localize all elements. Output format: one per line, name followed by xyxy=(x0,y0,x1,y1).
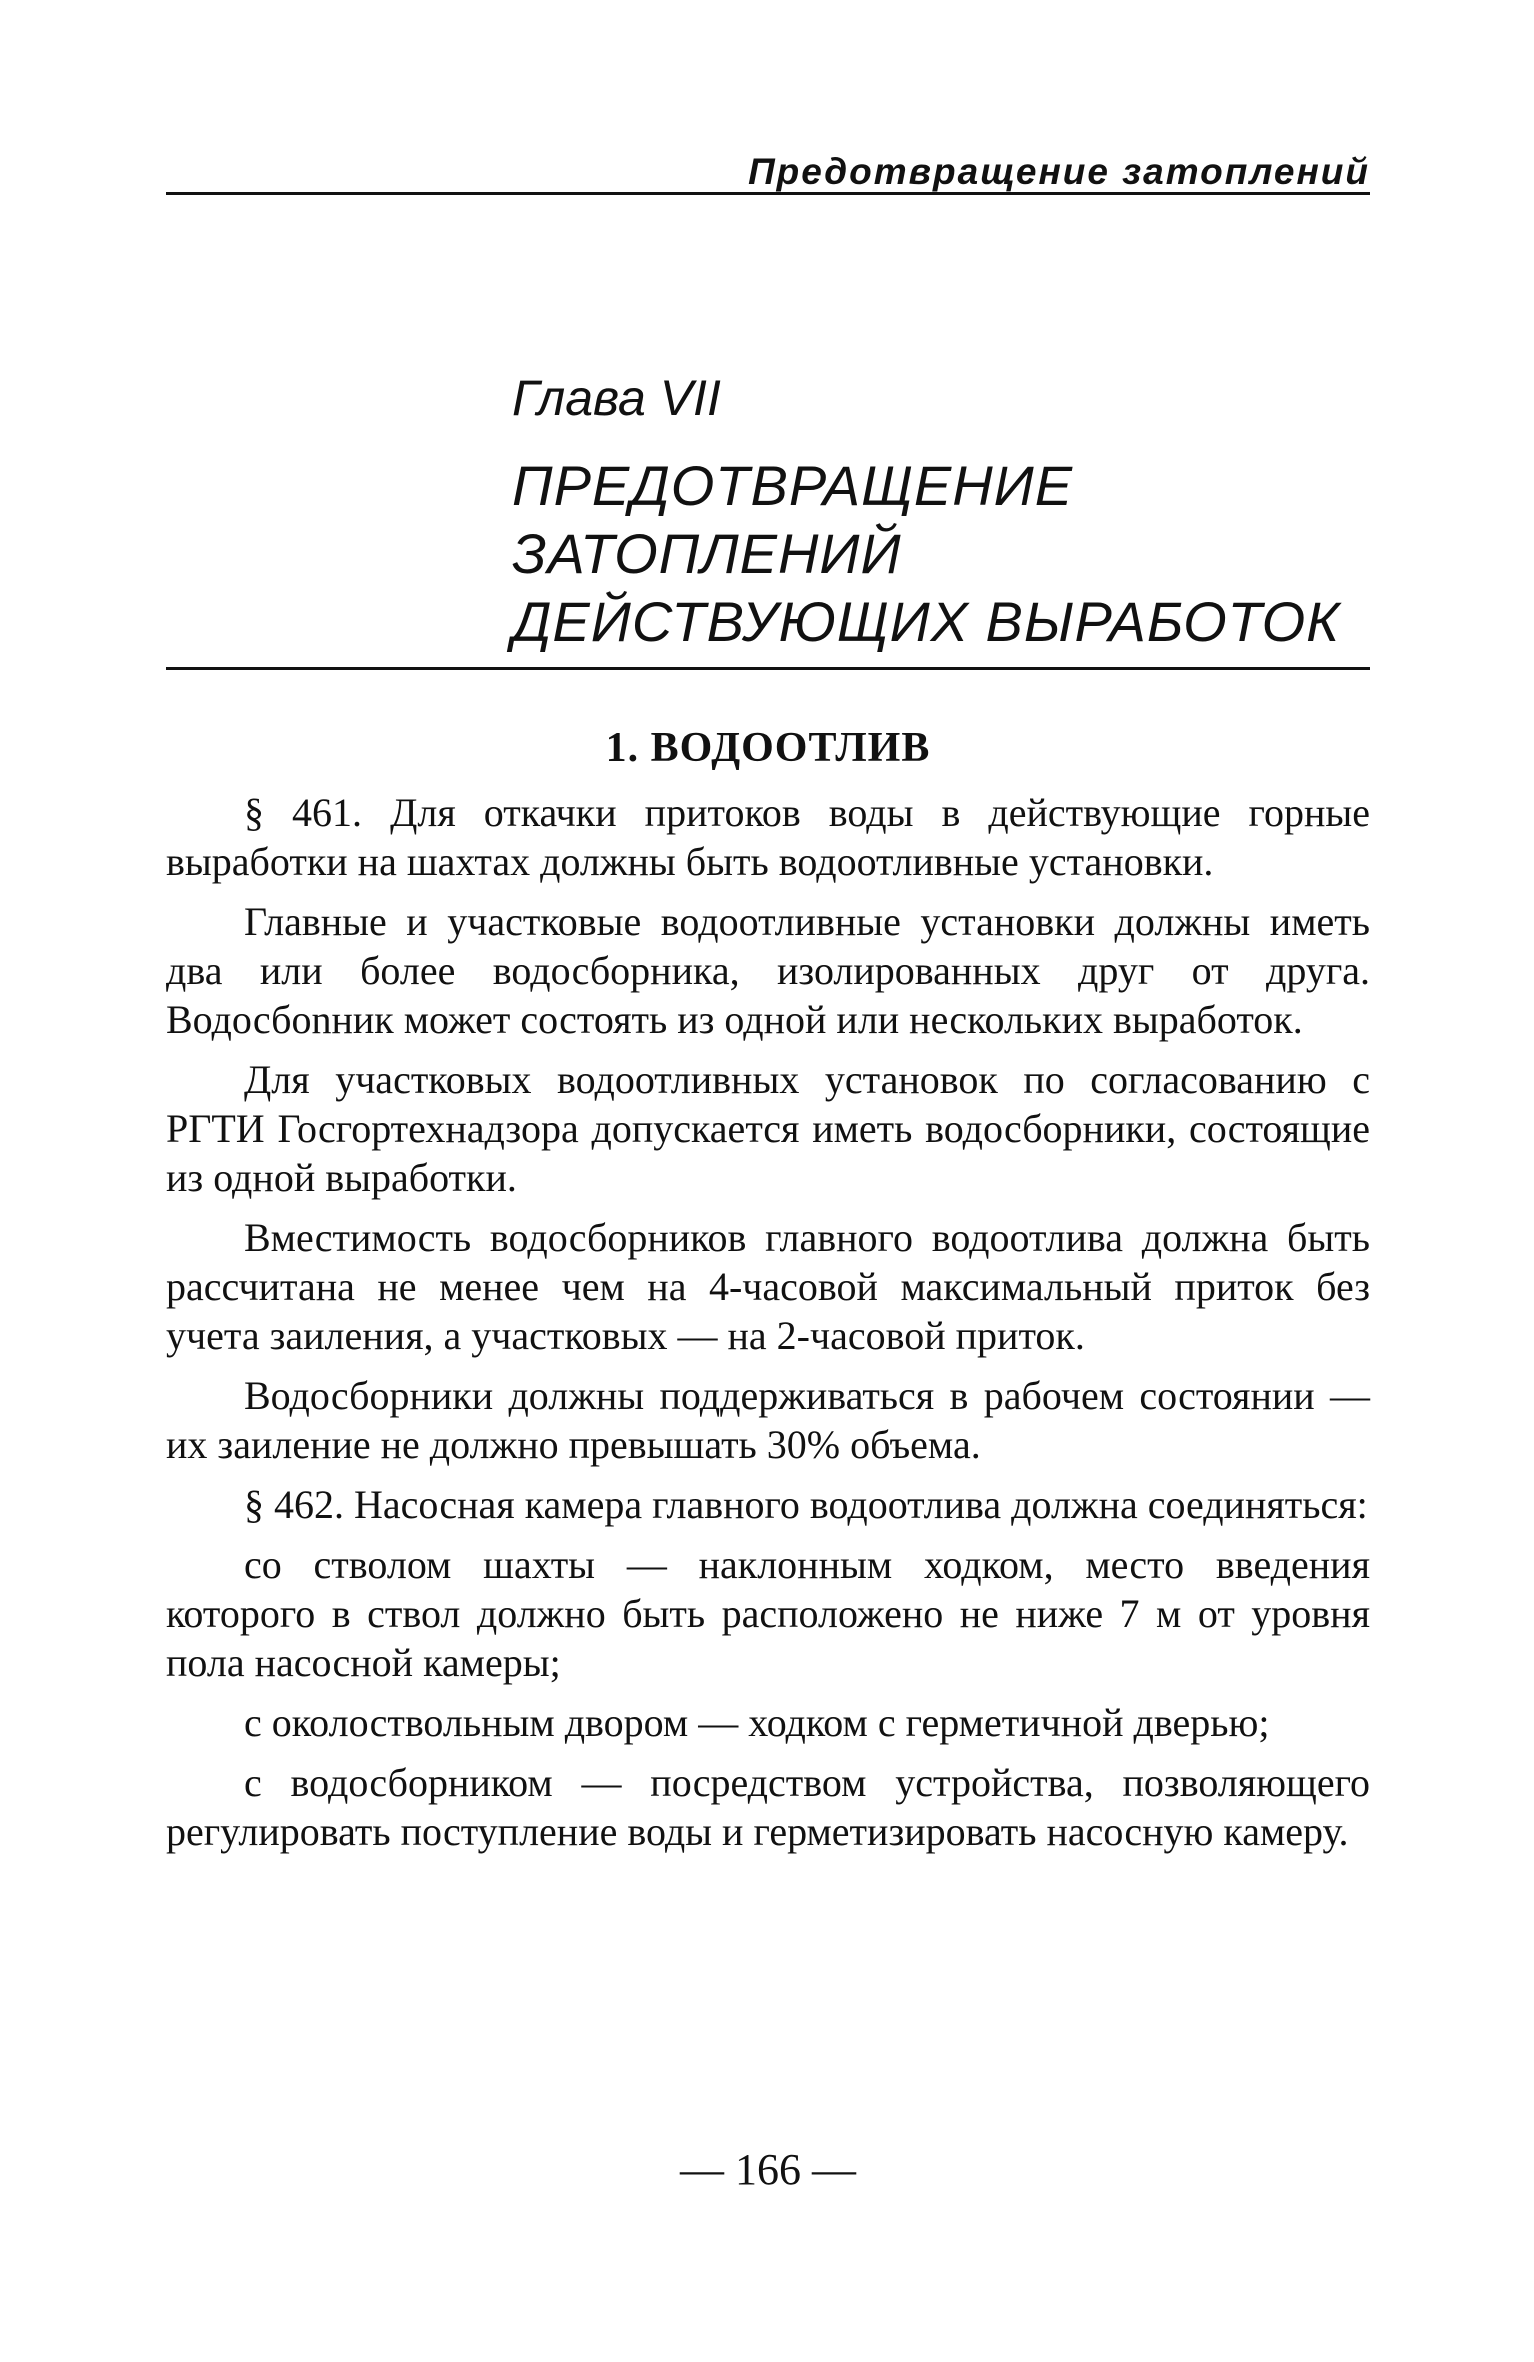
paragraph: с околоствольным двором — ходком с герметичной дверью; xyxy=(244,1700,1270,1745)
chapter-label: Глава VII xyxy=(512,370,721,426)
paragraph: Главные и участковые водоотливные установки должны иметь два или более водосборника, изолированных друг от друга. Водосбоnник может состоять из одной или нескольких выработок. xyxy=(166,899,1370,1042)
chapter-rule xyxy=(166,667,1370,670)
chapter-title-line: ПРЕДОТВРАЩЕНИЕ xyxy=(512,454,1074,517)
section-title: 1. ВОДООТЛИВ xyxy=(605,725,931,771)
chapter-title-line: ЗАТОПЛЕНИЙ xyxy=(512,522,902,585)
chapter-title xyxy=(512,452,1372,656)
header-rule xyxy=(166,192,1370,195)
paragraph: со стволом шахты — наклонным ходком, место введения которого в ствол должно быть расположено не ниже 7 м от уровня пола насосной камеры; xyxy=(166,1542,1370,1685)
paragraph: § 462. Насосная камера главного водоотлива должна соединяться: xyxy=(244,1482,1368,1527)
body-text xyxy=(166,788,1370,1867)
page-number: — 166 — xyxy=(680,2145,856,2194)
chapter-title-line: ДЕЙСТВУЮЩИХ ВЫРАБОТОК xyxy=(512,590,1341,653)
paragraph: Водосборники должны поддерживаться в рабочем состоянии — их заиление не должно превышать 30% объема. xyxy=(166,1373,1370,1467)
paragraph: с водосборником — посредством устройства, позволяющего регулировать поступление воды и герметизировать насосную камеру. xyxy=(166,1760,1370,1854)
paragraph: § 461. Для откачки притоков воды в действующие горные выработки на шахтах должны быть водоотливные установки. xyxy=(166,790,1370,884)
paragraph: Вместимость водосборников главного водоотлива должна быть рассчитана не менее чем на 4-часовой максимальный приток без учета заиления, а участковых — на 2-часовой приток. xyxy=(166,1215,1370,1358)
paragraph: Для участковых водоотливных установок по согласованию с РГТИ Госгортехнадзора допускается иметь водосборники, состоящие из одной выработки. xyxy=(166,1057,1370,1200)
running-header: Предотвращение затоплений xyxy=(748,151,1370,192)
